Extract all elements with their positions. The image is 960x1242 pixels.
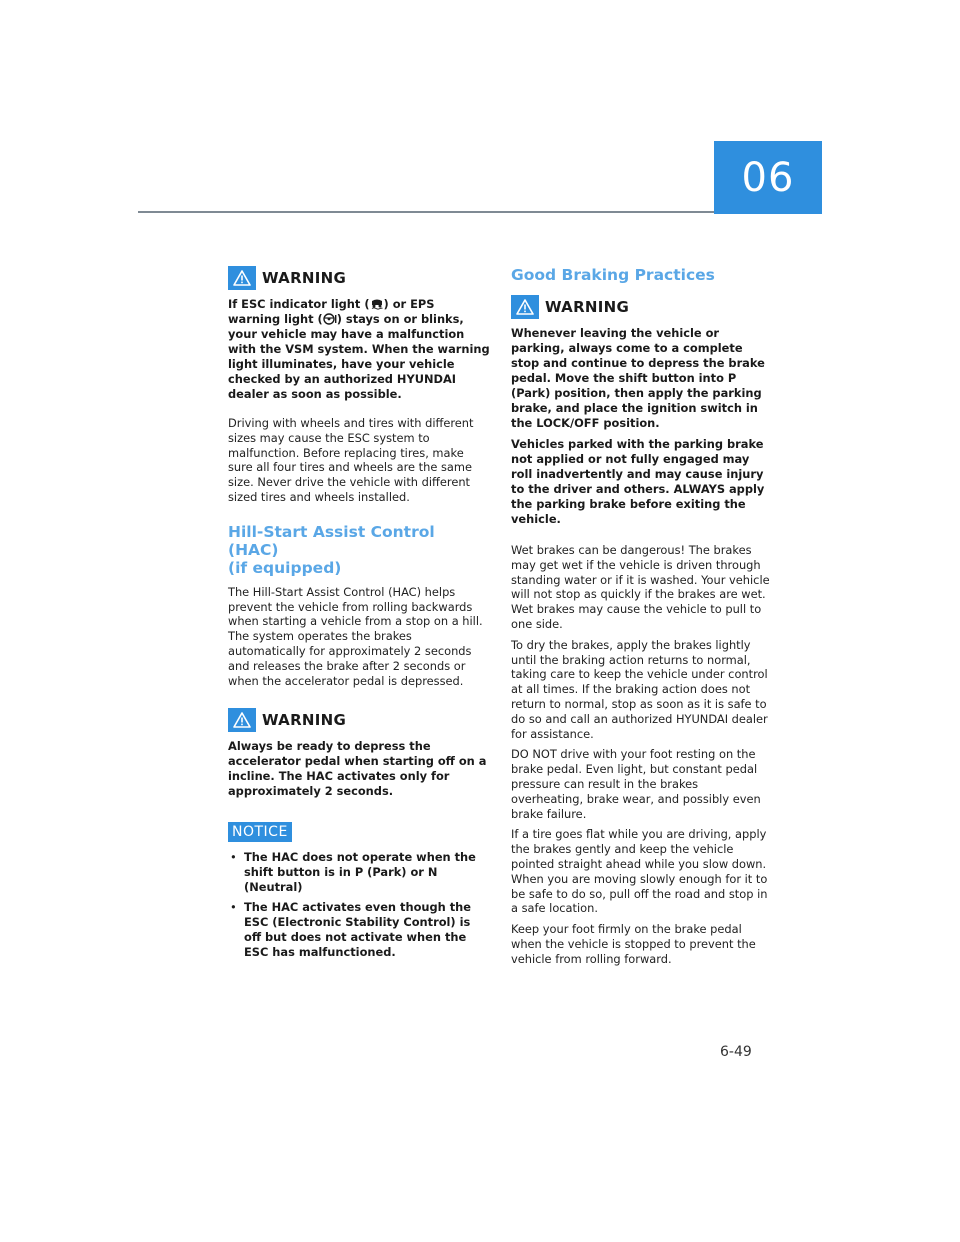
warning-header	[228, 708, 490, 732]
warning-triangle-icon	[228, 708, 256, 732]
foot-firm-paragraph: Keep your foot firmly on the brake pedal when the vehicle is stopped to prevent the vehicle from rolling forward.	[511, 922, 756, 966]
hac-section-title: Hill-Start Assist Control (HAC) (if equipped)	[228, 522, 435, 577]
warning-title: WARNING	[262, 269, 347, 287]
header-rule	[138, 211, 714, 213]
warning-text: If ESC indicator light ( ) or EPS warning light ( ) stays on or blinks, your vehicle may have a malfunction with the VSM system. When the warning light illuminates, have your vehicle checked by an authorized HYUNDAI dealer as soon as possible.	[228, 297, 490, 401]
chapter-number: 06	[741, 154, 795, 201]
warning-title: WARNING	[545, 298, 630, 316]
tire-size-paragraph: Driving with wheels and tires with different sizes may cause the ESC system to malfunction. Before replacing tires, make sure all four tires and wheels are the same size. Never drive the vehicle with different sized tires and wheels installed.	[228, 416, 474, 504]
foot-resting-paragraph: DO NOT drive with your foot resting on the brake pedal. Even light, but constant pedal pressure can result in the brakes overheating, brake wear, and possibly even brake failure.	[511, 747, 761, 821]
right-column	[511, 266, 773, 973]
eps-warning-icon	[323, 313, 337, 325]
notice-block	[228, 821, 490, 960]
list-item: • The HAC does not operate when the shift button is in P (Park) or N (Neutral)	[228, 850, 490, 895]
braking-section-title: Good Braking Practices	[511, 266, 715, 284]
warning-header	[511, 295, 773, 319]
parking-warning-text: Whenever leaving the vehicle or parking, always come to a complete stop and continue to depress the brake pedal. Move the shift button into P (Park) position, then apply the parking brake, and place the ignition switch in the LOCK/OFF position.	[511, 326, 765, 430]
wet-brakes-paragraph: Wet brakes can be dangerous! The brakes may get wet if the vehicle is driven through standing water or if it is washed. Your vehicle will not stop as quickly if the brakes are wet. Wet brakes may cause the vehicle to pull to one side.	[511, 543, 770, 631]
chapter-tab	[714, 141, 822, 214]
hac-description: The Hill-Start Assist Control (HAC) helps prevent the vehicle from rolling backwards when starting a vehicle from a stop on a hill. The system operates the brakes automatically for approximately 2 seconds and releases the brake after 2 seconds or when the accelerator pedal is depressed.	[228, 584, 483, 688]
notice-label: NOTICE	[228, 822, 292, 842]
dry-brakes-paragraph: To dry the brakes, apply the brakes lightly until the braking action returns to normal, taking care to keep the vehicle under control at all times. If the braking action does not return to normal, stop as soon as it is safe to do so and call an authorized HYUNDAI dealer for assistance.	[511, 637, 768, 741]
parking-brake-warning-text: Vehicles parked with the parking brake not applied or not fully engaged may roll inadvertently and may cause injury to the driver and others. ALWAYS apply the parking brake before exiting the vehicle.	[511, 437, 765, 526]
warning-triangle-icon	[228, 266, 256, 290]
left-column	[228, 266, 490, 965]
esc-indicator-icon	[370, 298, 384, 310]
list-item: • The HAC activates even though the ESC (Electronic Stability Control) is off but does not activate when the ESC has malfunctioned.	[228, 900, 490, 960]
page-number: 6-49	[720, 1044, 752, 1060]
warning-triangle-icon	[511, 295, 539, 319]
flat-tire-paragraph: If a tire goes flat while you are driving, apply the brakes gently and keep the vehicle pointed straight ahead while you slow down. When you are moving slowly enough for it to be safe to do so, pull off the road and stop in a safe location.	[511, 827, 768, 916]
hac-warning-text: Always be ready to depress the accelerator pedal when starting off on a incline. The HAC activates only for approximately 2 seconds.	[228, 739, 487, 799]
notice-list	[228, 850, 490, 960]
warning-title: WARNING	[262, 711, 347, 730]
warning-header	[228, 266, 490, 290]
